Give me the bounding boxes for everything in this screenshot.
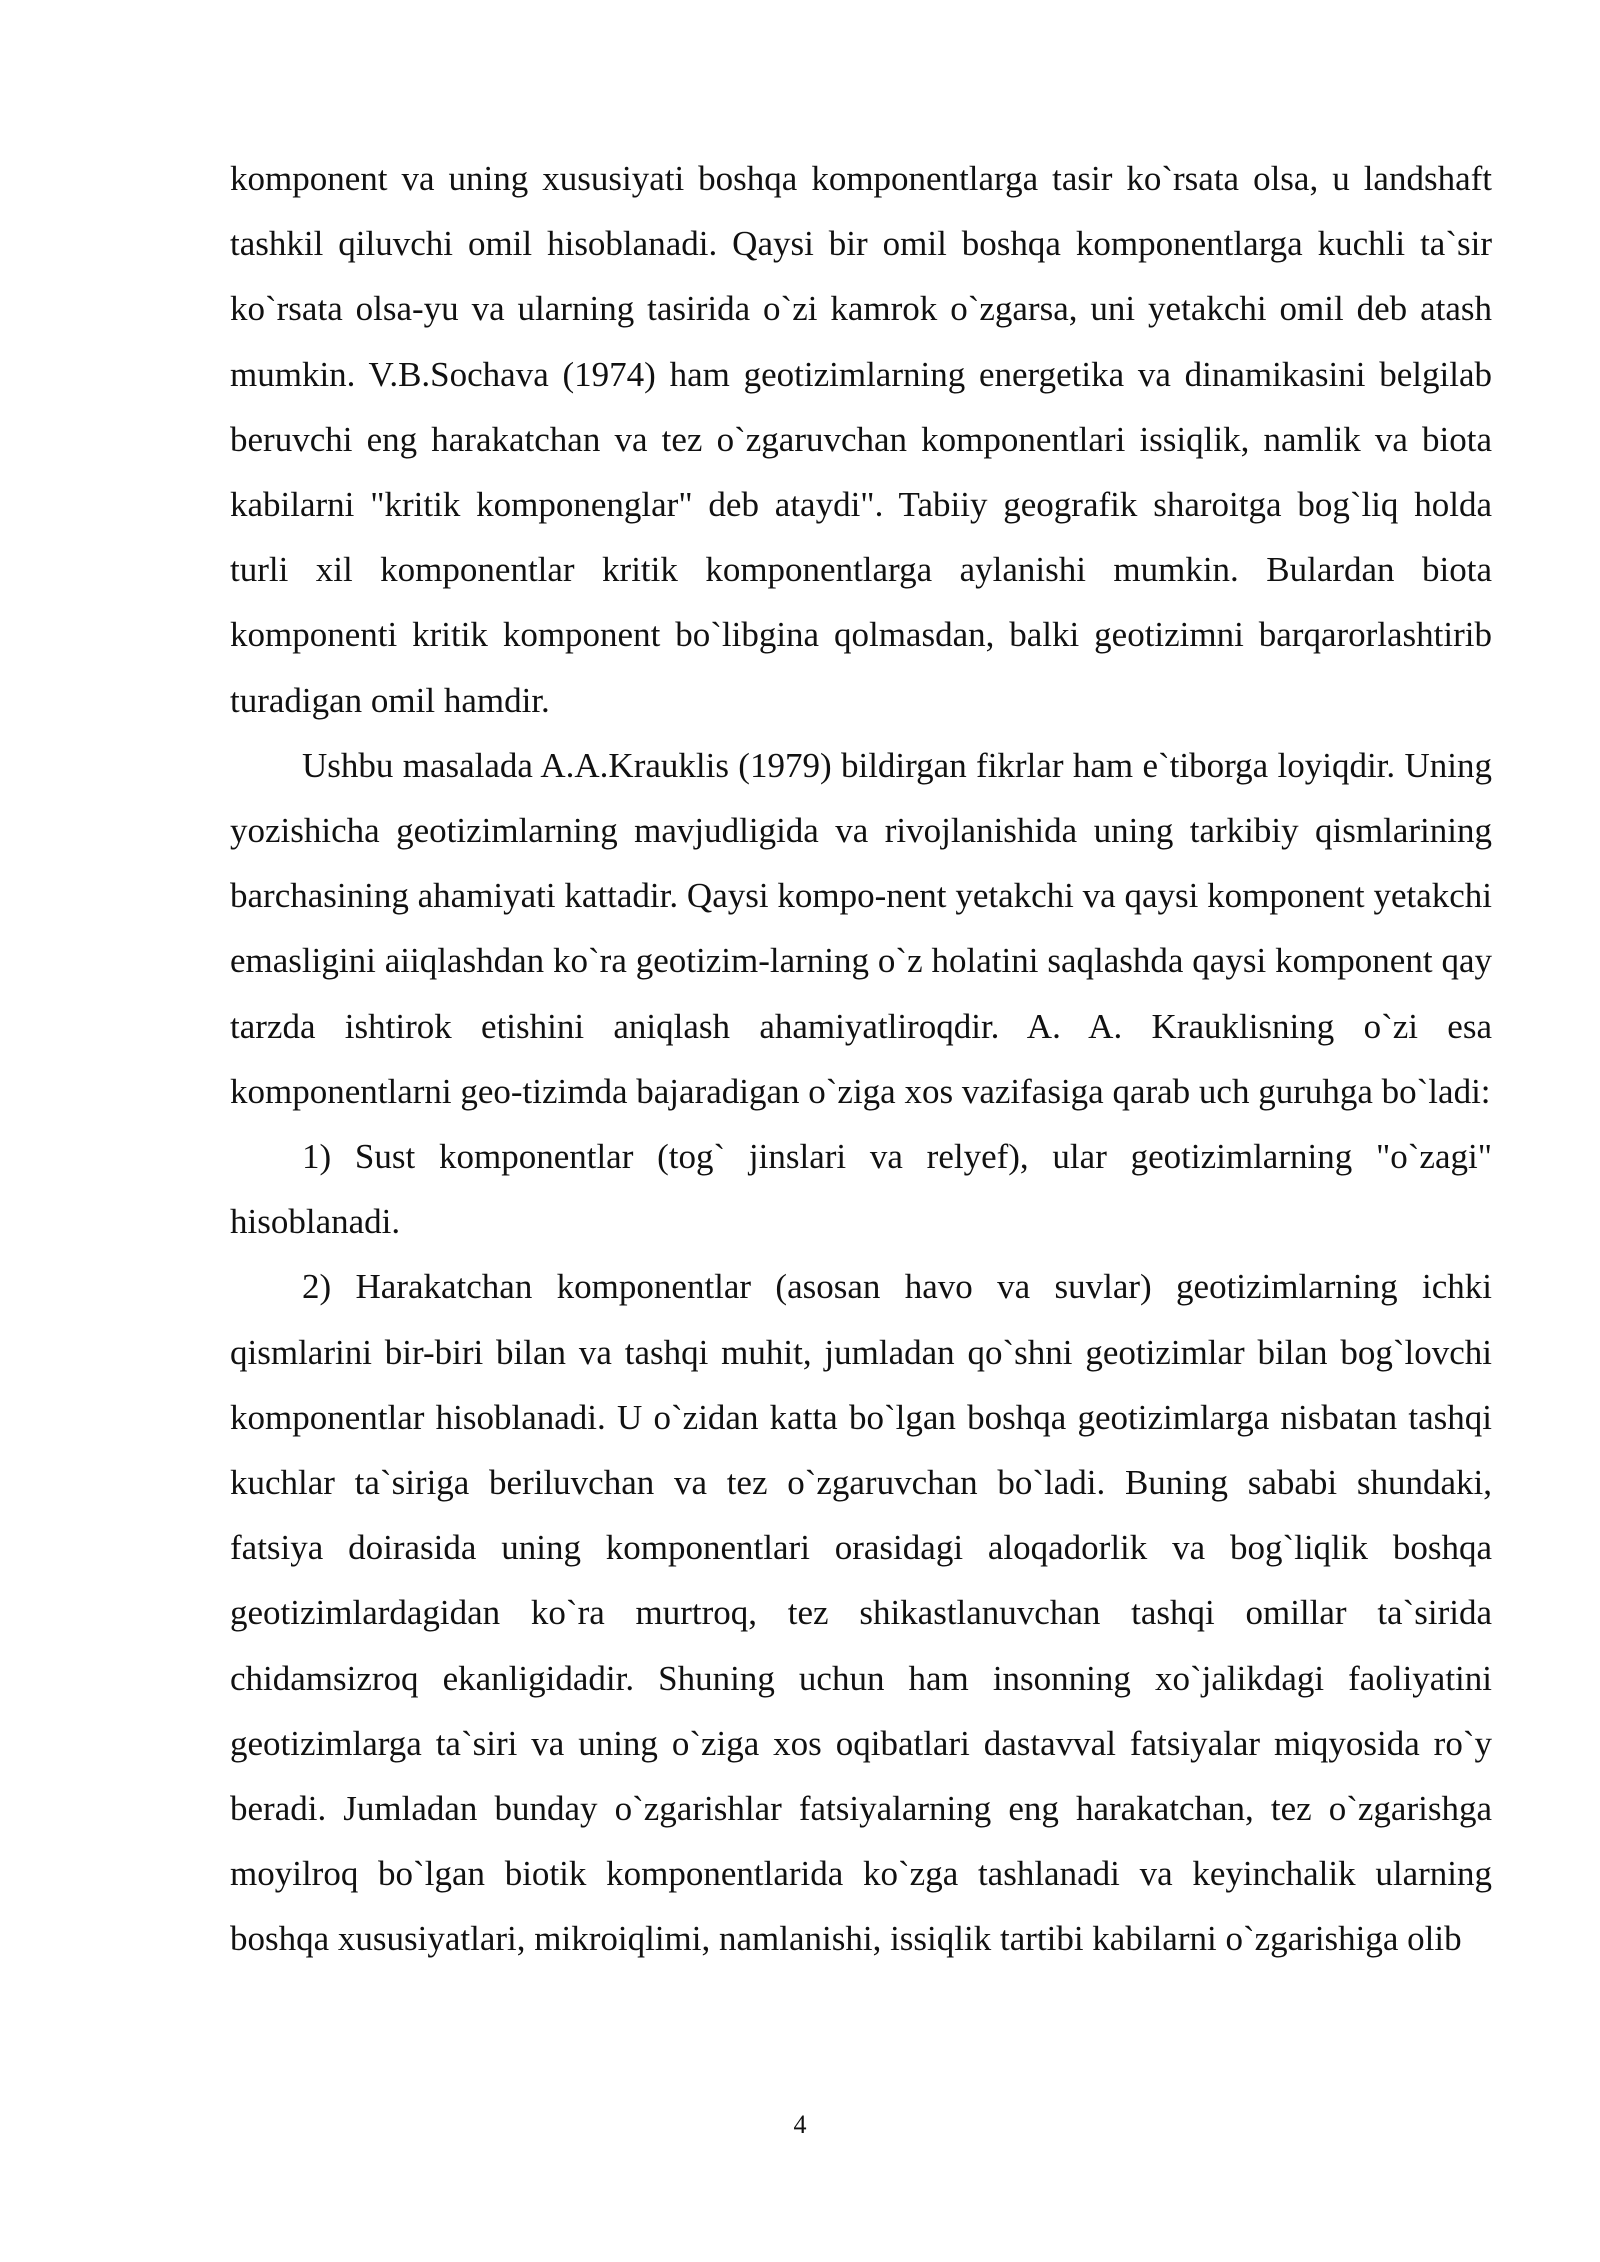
page-number: 4 <box>793 2110 807 2139</box>
paragraph-3: 1) Sust komponentlar (tog` jinslari va relyef), ular geotizimlarning "o`zagi" hisoblanadi. <box>230 1137 1492 1242</box>
paragraph-1: komponent va uning xususiyati boshqa komponentlarga tasir ko`rsata olsa, u landshaft tashkil qiluvchi omil hisoblanadi. Qaysi bir omil boshqa komponentlarga kuchli ta`sir ko`rsata olsa-yu va ularning tasirida o`zi kamrok o`zgarsa, uni yetakchi omil deb atash mumkin. V.B.Sochava (1974) ham geotizimlarning energetika va dinamikasini belgilab beruvchi eng harakatchan va tez o`zgaruvchan komponentlari issiqlik, namlik va biota kabilarni "kritik komponenglar" deb ataydi". Tabiiy geografik sharoitga bog`liq holda turli xil komponentlar kritik komponentlarga aylanishi mumkin. Bulardan biota komponenti kritik komponent bo`libgina qolmasdan, balki geotizimni barqarorlashtirib turadigan omil hamdir. <box>230 159 1492 720</box>
paragraph-2: Ushbu masalada A.A.Krauklis (1979) bildirgan fikrlar ham e`tiborga loyiqdir. Uning yozishicha geotizimlarning mavjudligida va rivojlanishida uning tarkibiy qismlarining barchasining ahamiyati kattadir. Qaysi kompo-nent yetakchi va qaysi komponent yetakchi emasligini aiiqlashdan ko`ra geotizim-larning o`z holatini saqlashda qaysi komponent qay tarzda ishtirok etishini aniqlash ahamiyatliroqdir. A. A. Krauklisning o`zi esa komponentlarni geo-tizimda bajaradigan o`ziga xos vazifasiga qarab uch guruhga bo`ladi: <box>230 745 1492 1111</box>
body-text <box>230 146 1492 1972</box>
paragraph-4: 2) Harakatchan komponentlar (asosan havo va suvlar) geotizimlarning ichki qismlarini bir-biri bilan va tashqi muhit, jumladan qo`shni geotizimlar bilan bog`lovchi komponentlar hisoblanadi. U o`zidan katta bo`lgan boshqa geotizimlarga nisbatan tashqi kuchlar ta`siriga beriluvchan va tez o`zgaruvchan bo`ladi. Buning sababi shundaki, fatsiya doirasida uning komponentlari orasidagi aloqadorlik va bog`liqlik boshqa geotizimlardagidan ko`ra murtroq, tez shikastlanuvchan tashqi omillar ta`sirida chidamsizroq ekanligidadir. Shuning uchun ham insonning xo`jalikdagi faoliyatini geotizimlarga ta`siri va uning o`ziga xos oqibatlari dastavval fatsiyalar miqyosida ro`y beradi. Jumladan bunday o`zgarishlar fatsiyalarning eng harakatchan, tez o`zgarishga moyilroq bo`lgan biotik komponentlarida ko`zga tashlanadi va keyinchalik ularning boshqa xususiyatlari, mikroiqlimi, namlanishi, issiqlik tartibi kabilarni o`zgarishiga olib <box>230 1267 1492 1959</box>
